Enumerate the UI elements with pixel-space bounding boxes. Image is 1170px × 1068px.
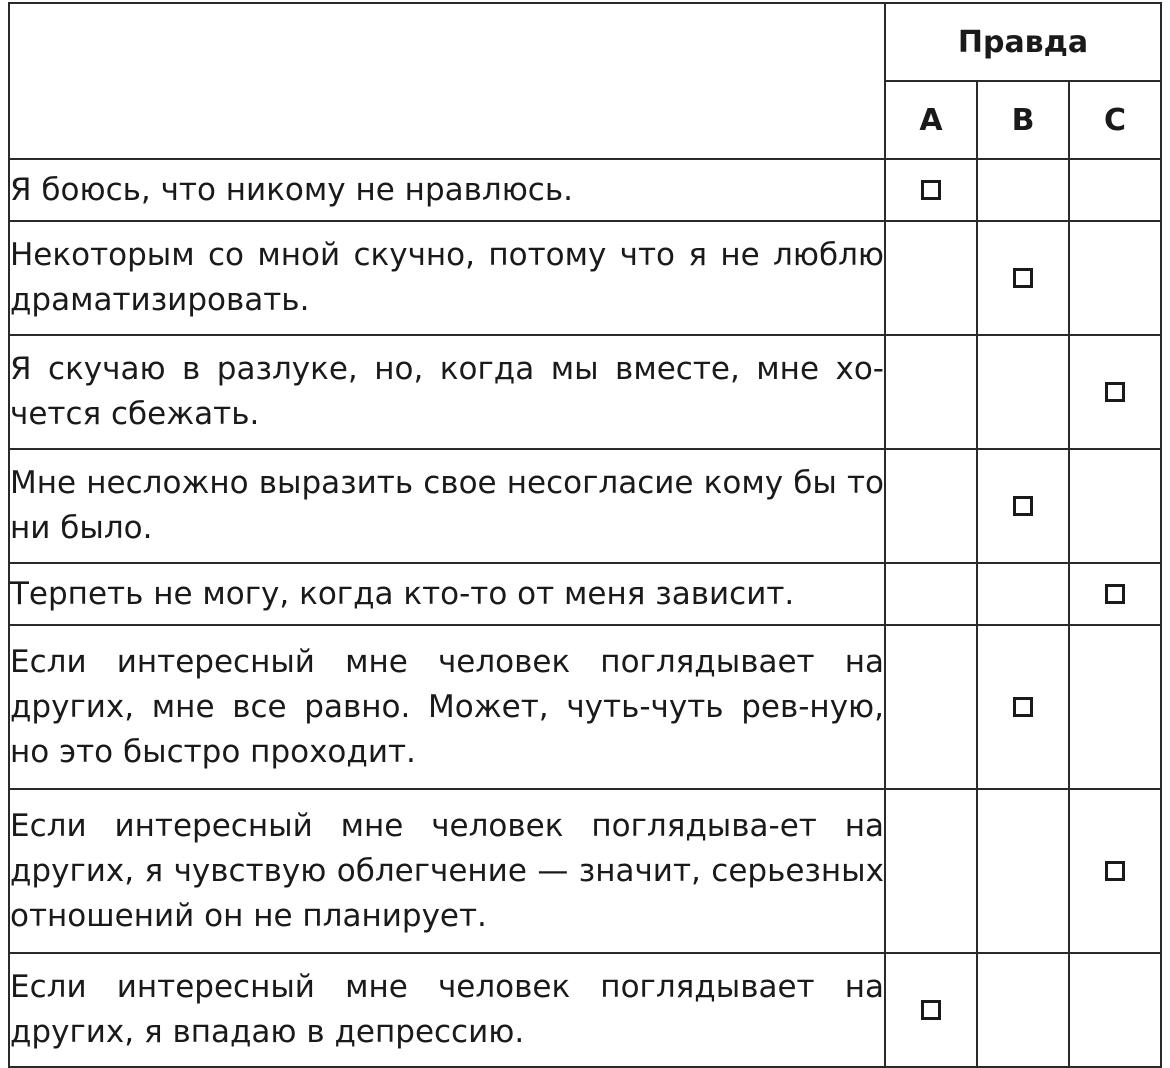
statements-body [9,159,1161,1067]
checkbox-square-icon[interactable] [1105,861,1125,881]
answer-cell-b[interactable] [977,563,1069,625]
statement-text: Если интересный мне человек поглядывает на других, я впадаю в депрессию. [9,953,885,1067]
answer-cell-c[interactable] [1069,159,1161,221]
truth-header: Правда [885,3,1161,81]
column-header-c: C [1069,81,1161,159]
table-row [9,953,1161,1067]
checkbox-square-icon[interactable] [1105,382,1125,402]
answer-cell-c[interactable] [1069,789,1161,953]
column-header-a: A [885,81,977,159]
statement-text: Мне несложно выразить свое несогласие кому бы то ни было. [9,449,885,563]
answer-cell-c[interactable] [1069,449,1161,563]
answer-cell-a[interactable] [885,449,977,563]
checkbox-square-icon[interactable] [1013,268,1033,288]
table-row [9,159,1161,221]
answer-cell-c[interactable] [1069,625,1161,789]
answer-cell-c[interactable] [1069,335,1161,449]
statement-text: Я боюсь, что никому не нравлюсь. [9,159,885,221]
answer-cell-b[interactable] [977,335,1069,449]
header-empty-cell [9,3,885,159]
statement-text: Терпеть не могу, когда кто-то от меня зависит. [9,563,885,625]
answer-cell-c[interactable] [1069,563,1161,625]
answer-cell-a[interactable] [885,563,977,625]
answer-cell-b[interactable] [977,953,1069,1067]
statement-text: Если интересный мне человек поглядыва-ет на других, я чувствую облегчение — значит, серьезных отношений он не планирует. [9,789,885,953]
answer-cell-c[interactable] [1069,221,1161,335]
table-row [9,563,1161,625]
answer-cell-a[interactable] [885,625,977,789]
checkbox-square-icon[interactable] [1013,697,1033,717]
answer-cell-c[interactable] [1069,953,1161,1067]
checkbox-square-icon[interactable] [921,180,941,200]
column-header-b: B [977,81,1069,159]
answer-cell-b[interactable] [977,221,1069,335]
questionnaire-table [8,2,1162,1068]
table-row [9,335,1161,449]
statement-text: Некоторым со мной скучно, потому что я не люблю драматизировать. [9,221,885,335]
answer-cell-a[interactable] [885,953,977,1067]
answer-cell-a[interactable] [885,221,977,335]
checkbox-square-icon[interactable] [921,1000,941,1020]
answer-cell-b[interactable] [977,625,1069,789]
table-row [9,221,1161,335]
answer-cell-a[interactable] [885,789,977,953]
table-row [9,449,1161,563]
answer-cell-a[interactable] [885,335,977,449]
statement-text: Я скучаю в разлуке, но, когда мы вместе, мне хо-чется сбежать. [9,335,885,449]
answer-cell-b[interactable] [977,449,1069,563]
answer-cell-b[interactable] [977,159,1069,221]
header-row-top [9,3,1161,81]
answer-cell-a[interactable] [885,159,977,221]
answer-cell-b[interactable] [977,789,1069,953]
checkbox-square-icon[interactable] [1013,496,1033,516]
checkbox-square-icon[interactable] [1105,584,1125,604]
table-row [9,789,1161,953]
table-row [9,625,1161,789]
statement-text: Если интересный мне человек поглядывает на других, мне все равно. Может, чуть-чуть рев-ную, но это быстро проходит. [9,625,885,789]
